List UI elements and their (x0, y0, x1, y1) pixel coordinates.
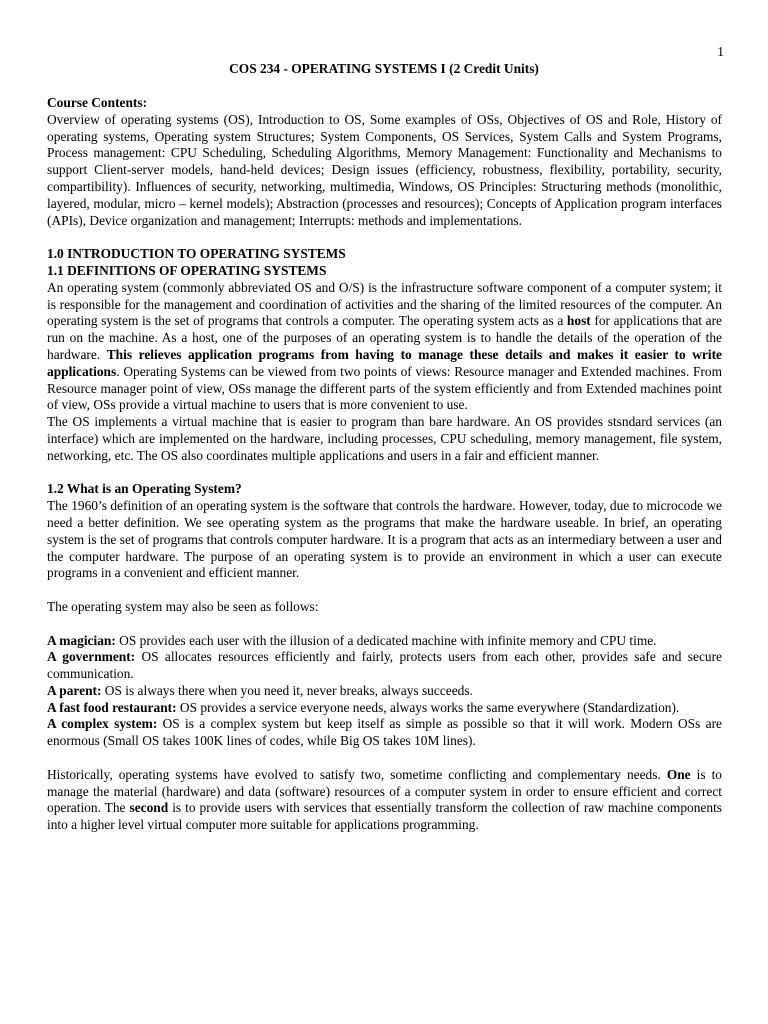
section-1-0-heading: 1.0 INTRODUCTION TO OPERATING SYSTEMS (47, 246, 346, 262)
course-contents-text: Overview of operating systems (OS), Introduction to OS, Some examples of OSs, Objectives of OS and Role, History of operating systems, Operating system Structures; System Components, OS Services, System Calls and System Programs, Process management: CPU Scheduling, Scheduling Algorithms, Memory Management: Functionality and Mechanisms to support Client-server models, hand-held devices; Design issues (efficiency, robustness, flexibility, portability, security, compartibility). Influences of security, networking, multimedia, Windows, OS Principles: Structuring methods (monolithic, layered, modular, micro – kernel models); Abstraction (processes and resources); Concepts of Application program interfaces (APIs), Device organization and management; Interrupts: methods and implementations. (47, 111, 722, 228)
view-complex-system (47, 716, 722, 750)
view-term: A magician: (47, 632, 116, 648)
bold-statement: This relieves application programs from having to manage these details and makes it easier to write applications (47, 346, 722, 379)
virtual-machine-paragraph: The OS implements a virtual machine that is easier to program than bare hardware. An OS provides stsndard services (an interface) which are implemented on the hardware, including processes, CPU scheduling, memory management, file system, networking, etc. The OS also coordinates multiple applications and users in a fair and efficient manner. (47, 414, 722, 463)
view-text: OS is always there when you need it, never breaks, always succeeds. (101, 682, 473, 698)
definitions-paragraph (47, 280, 722, 414)
view-fast-food (47, 700, 722, 717)
text-run: is to provide users with services that essentially transform the collection of raw machine components into a higher level virtual computer more suitable for applications programming. (47, 800, 722, 833)
what-is-os-paragraph: The 1960’s definition of an operating system is the software that controls the hardware. However, today, due to microcode we need a better definition. We see operating system as the programs that make the hardware useable. In brief, an operating system is the set of programs that controls computer hardware. It is a program that acts as an intermediary between a user and the computer hardware. The purpose of an operating system is to provide an environment in which a user can execute programs in a convenient and efficient manner. (47, 498, 722, 581)
page-number: 1 (717, 44, 724, 59)
text-run: is to manage the material (hardware) and data (software) resources of a computer system in order to ensure efficient and correct operation. The (47, 766, 722, 816)
section-1-1-heading: 1.1 DEFINITIONS OF OPERATING SYSTEMS (47, 262, 327, 278)
bold-term-host: host (566, 313, 591, 329)
spacer (47, 750, 722, 767)
spacer (47, 582, 722, 599)
spacer (47, 616, 722, 633)
view-term: A government: (47, 649, 136, 665)
view-government (47, 649, 722, 683)
view-text: OS is a complex system but keep itself as simple as possible so that it will work. Modern OSs are enormous (Small OS takes 100K lines of codes, while Big OS takes 10M lines). (47, 716, 722, 749)
spacer (47, 229, 722, 246)
text-run: . Operating Systems can be viewed from two points of views: Resource manager and Extended machines. From Resource manager point of view, OSs manage the different parts of the system efficiently and from Extended machines point of view, OSs provide a virtual machine to users that is more convenient to use. (47, 363, 722, 413)
view-term: A fast food restaurant: (47, 699, 177, 715)
text-run: for applications that are run on the machine. As a host, one of the purposes of an operating system is to handle the details of the operation of the hardware. (47, 313, 722, 362)
text-run: Historically, operating systems have evolved to satisfy two, sometime conflicting and complementary needs. (47, 766, 667, 782)
spacer (47, 465, 722, 482)
view-text: OS provides each user with the illusion of a dedicated machine with infinite memory and CPU time. (115, 632, 657, 648)
views-intro: The operating system may also be seen as follows: (47, 598, 319, 614)
view-term: A parent: (47, 682, 102, 698)
bold-term-second: second (129, 800, 169, 816)
document-body (47, 95, 722, 834)
section-1-2-heading: 1.2 What is an Operating System? (47, 481, 242, 497)
history-paragraph (47, 767, 722, 834)
document-title: COS 234 - OPERATING SYSTEMS I (2 Credit Units) (229, 61, 539, 76)
text-run: An operating system (commonly abbreviated OS and O/S) is the infrastructure software component of a computer system; it is responsible for the management and coordination of activities and the sharing of the limited resources of the computer. An operating system is the set of programs that controls a computer. The operating system acts as a (47, 279, 722, 329)
view-magician (47, 633, 722, 650)
view-text: OS provides a service everyone needs, always works the same everywhere (Standardization). (176, 699, 680, 715)
view-term: A complex system: (47, 716, 158, 732)
view-parent (47, 683, 722, 700)
view-text: OS allocates resources efficiently and fairly, protects users from each other, provides safe and secure communication. (47, 649, 722, 682)
course-contents-heading: Course Contents: (47, 95, 148, 110)
bold-term-one: One (666, 766, 691, 782)
